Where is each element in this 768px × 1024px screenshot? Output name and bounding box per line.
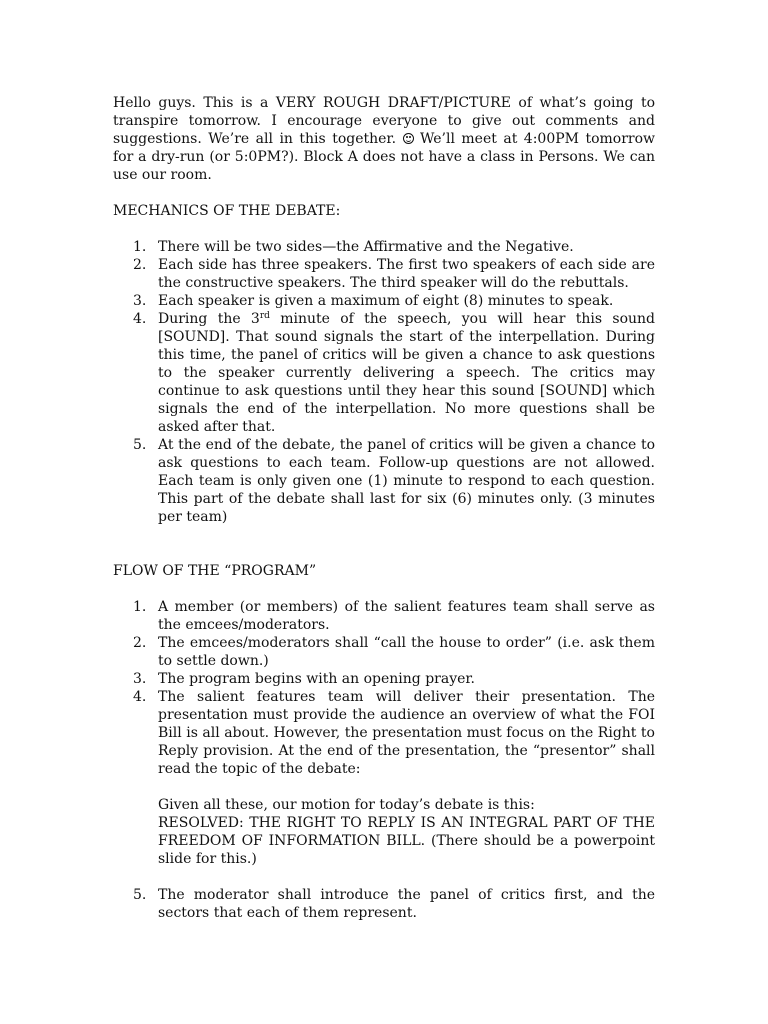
list-number: 2. [133,635,147,651]
flow-heading: FLOW OF THE “PROGRAM” [113,563,317,579]
list-item-text: Each side has three speakers. The first two speakers of each side are the constructive speakers. The third speaker will do the rebuttals. [158,257,655,291]
document-body [113,94,655,922]
list-item [113,310,655,436]
intro-paragraph [113,94,655,184]
intro-text-part1: Hello guys. This is a VERY ROUGH DRAFT/PICTURE of what’s going to transpire tomorrow. I encourage everyone to give out comments and suggestions. We’re all in this together. [113,95,655,147]
smiley-icon [403,133,414,144]
list-item-text-b: minute of the speech, you will hear this sound [SOUND]. That sound signals the start of the interpellation. During this time, the panel of critics will be given a chance to ask questions to the speaker currently delivering a speech. The critics may continue to ask questions until they hear this sound [SOUND] which signals the end of the interpellation. No more questions shall be asked after that. [158,311,655,435]
list-number: 2. [133,257,147,273]
list-number: 3. [133,671,147,687]
list-number: 5. [133,887,147,903]
list-item [113,292,655,310]
motion-block [158,796,655,868]
list-item-text: There will be two sides—the Affirmative and the Negative. [158,239,574,255]
list-item-text: The moderator shall introduce the panel of critics first, and the sectors that each of them represent. [158,887,655,921]
list-number: 1. [133,239,147,255]
list-item [113,238,655,256]
list-number: 4. [133,689,147,705]
list-item-text: The emcees/moderators shall “call the house to order” (i.e. ask them to settle down.) [158,635,655,669]
list-item [113,256,655,292]
list-number: 3. [133,293,147,309]
list-item [113,436,655,526]
list-number: 4. [133,311,147,327]
motion-intro: Given all these, our motion for today’s debate is this: [158,797,535,813]
list-item-text: The salient features team will deliver their presentation. The presentation must provide the audience an overview of what the FOI Bill is all about. However, the presentation must focus on the Right to Reply provision. At the end of the presentation, the “presentor” shall read the topic of the debate: [158,689,655,777]
list-item-text: The program begins with an opening prayer. [158,671,476,687]
mechanics-list [113,238,655,526]
mechanics-heading: MECHANICS OF THE DEBATE: [113,203,341,219]
intro-text-part2: We’ll meet at 4:00PM tomorrow for a dry-run (or 5:0PM?). Block A does not have a class in Persons. We can use our room. [113,131,656,183]
list-item [113,670,655,688]
flow-list [113,598,655,922]
list-item-text: A member (or members) of the salient features team shall serve as the emcees/moderators. [158,599,655,633]
motion-statement: RESOLVED: THE RIGHT TO REPLY IS AN INTEGRAL PART OF THE FREEDOM OF INFORMATION BILL. (There should be a powerpoint slide for this.) [158,815,655,867]
list-item [113,634,655,670]
ordinal-superscript: rd [259,311,270,321]
list-item [113,598,655,634]
list-item [113,886,655,922]
list-number: 1. [133,599,147,615]
list-item-text-a: During the 3 [158,311,260,327]
list-number: 5. [133,437,147,453]
list-item-text: Each speaker is given a maximum of eight (8) minutes to speak. [158,293,614,309]
list-item-text: At the end of the debate, the panel of critics will be given a chance to ask questions to each team. Follow-up questions are not allowed. Each team is only given one (1) minute to respond to each question. This part of the debate shall last for six (6) minutes only. (3 minutes per team) [158,437,655,525]
list-item [113,688,655,868]
